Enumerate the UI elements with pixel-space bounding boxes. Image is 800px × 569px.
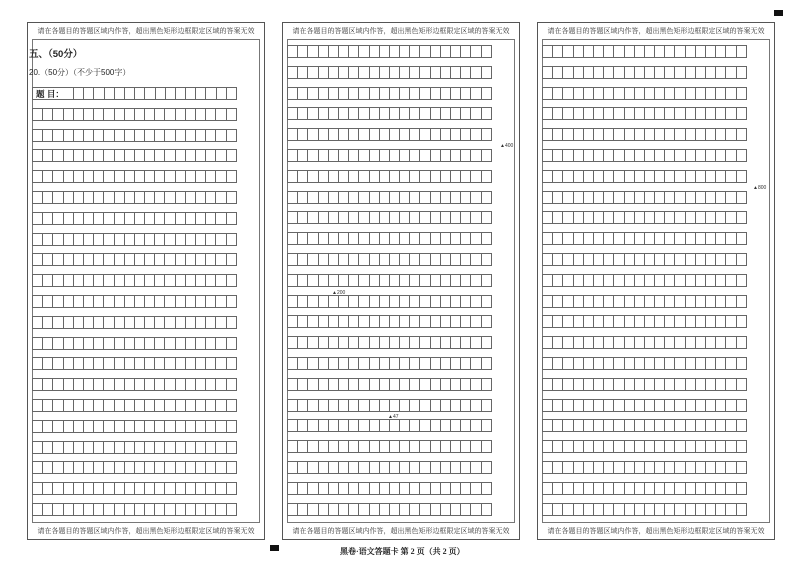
essay-grid-row bbox=[287, 66, 491, 79]
essay-grid-row bbox=[542, 482, 746, 495]
essay-grid-row bbox=[32, 316, 236, 329]
essay-grid-row bbox=[542, 170, 746, 183]
essay-grid-row bbox=[32, 191, 236, 204]
writing-cell[interactable] bbox=[736, 191, 747, 204]
writing-cell[interactable] bbox=[226, 399, 237, 412]
writing-cell[interactable] bbox=[736, 253, 747, 266]
essay-grid-row bbox=[542, 399, 746, 412]
essay-grid-row bbox=[287, 295, 491, 308]
essay-grid-row bbox=[287, 482, 491, 495]
writing-cell[interactable] bbox=[736, 315, 747, 328]
writing-cell[interactable] bbox=[481, 253, 492, 266]
answer-area-notice: 请在各题目的答题区域内作答，超出黑色矩形边框限定区域的答案无效 bbox=[292, 527, 510, 535]
writing-cell[interactable] bbox=[226, 274, 237, 287]
writing-cell[interactable] bbox=[736, 357, 747, 370]
writing-cell[interactable] bbox=[736, 128, 747, 141]
essay-grid-row bbox=[287, 45, 491, 58]
word-count-marker: ▲800 bbox=[753, 185, 767, 191]
essay-grid-row bbox=[542, 149, 746, 162]
writing-cell[interactable] bbox=[481, 191, 492, 204]
writing-cell[interactable] bbox=[481, 315, 492, 328]
writing-cell[interactable] bbox=[226, 316, 237, 329]
title-label: 题 目： bbox=[32, 87, 74, 100]
essay-grid-row bbox=[287, 149, 491, 162]
essay-grid-row bbox=[32, 357, 236, 370]
writing-cell[interactable] bbox=[226, 337, 237, 350]
writing-cell[interactable] bbox=[481, 378, 492, 391]
essay-grid-row bbox=[542, 440, 746, 453]
writing-cell[interactable] bbox=[226, 295, 237, 308]
essay-grid-row bbox=[32, 503, 236, 516]
writing-cell[interactable] bbox=[736, 482, 747, 495]
essay-grid-row bbox=[287, 211, 491, 224]
essay-grid-row bbox=[542, 274, 746, 287]
writing-cell[interactable] bbox=[481, 399, 492, 412]
writing-cell[interactable] bbox=[226, 108, 237, 121]
essay-grid-row bbox=[287, 357, 491, 370]
writing-cell[interactable] bbox=[226, 503, 237, 516]
writing-cell[interactable] bbox=[226, 378, 237, 391]
essay-grid-row bbox=[542, 253, 746, 266]
writing-cell[interactable] bbox=[481, 295, 492, 308]
writing-cell[interactable] bbox=[736, 440, 747, 453]
writing-cell[interactable] bbox=[226, 233, 237, 246]
registration-block-icon bbox=[774, 10, 783, 16]
essay-grid-row bbox=[287, 191, 491, 204]
answer-area-notice: 请在各题目的答题区域内作答，超出黑色矩形边框限定区域的答案无效 bbox=[37, 527, 255, 535]
essay-grid-row bbox=[32, 212, 236, 225]
writing-cell[interactable] bbox=[481, 45, 492, 58]
writing-cell[interactable] bbox=[736, 274, 747, 287]
essay-grid-row bbox=[287, 503, 491, 516]
essay-grid-row bbox=[32, 274, 236, 287]
essay-grid-row bbox=[287, 378, 491, 391]
essay-grid-row bbox=[542, 336, 746, 349]
writing-cell[interactable] bbox=[481, 170, 492, 183]
essay-grid-row bbox=[32, 253, 236, 266]
writing-cell[interactable] bbox=[736, 149, 747, 162]
writing-cell[interactable] bbox=[736, 232, 747, 245]
essay-grid-row bbox=[32, 87, 236, 100]
writing-cell[interactable] bbox=[736, 107, 747, 120]
writing-cell[interactable] bbox=[481, 66, 492, 79]
answer-area-notice: 请在各题目的答题区域内作答，超出黑色矩形边框限定区域的答案无效 bbox=[547, 27, 765, 35]
essay-grid-row bbox=[32, 129, 236, 142]
writing-cell[interactable] bbox=[481, 440, 492, 453]
essay-grid-row bbox=[287, 440, 491, 453]
writing-cell[interactable] bbox=[226, 129, 237, 142]
essay-grid-row bbox=[542, 295, 746, 308]
writing-cell[interactable] bbox=[481, 87, 492, 100]
essay-grid-row bbox=[542, 232, 746, 245]
writing-cell[interactable] bbox=[481, 503, 492, 516]
writing-cell[interactable] bbox=[736, 419, 747, 432]
writing-cell[interactable] bbox=[736, 170, 747, 183]
writing-cell[interactable] bbox=[736, 399, 747, 412]
writing-cell[interactable] bbox=[736, 378, 747, 391]
word-count-marker: ▲400 bbox=[500, 143, 514, 149]
essay-grid-row bbox=[287, 107, 491, 120]
writing-cell[interactable] bbox=[736, 87, 747, 100]
writing-cell[interactable] bbox=[226, 482, 237, 495]
writing-cell[interactable] bbox=[226, 191, 237, 204]
writing-cell[interactable] bbox=[736, 461, 747, 474]
essay-grid-row bbox=[287, 399, 491, 412]
essay-grid-row bbox=[287, 336, 491, 349]
essay-grid-row bbox=[542, 503, 746, 516]
question-prompt: 20.（50分）（不少于500字） bbox=[29, 68, 131, 77]
essay-grid-row bbox=[287, 253, 491, 266]
essay-grid-row bbox=[32, 170, 236, 183]
writing-cell[interactable] bbox=[226, 87, 237, 100]
writing-cell[interactable] bbox=[226, 253, 237, 266]
writing-cell[interactable] bbox=[481, 419, 492, 432]
essay-grid-row bbox=[32, 108, 236, 121]
essay-grid-row bbox=[542, 66, 746, 79]
writing-cell[interactable] bbox=[226, 461, 237, 474]
essay-grid-row bbox=[542, 315, 746, 328]
writing-cell[interactable] bbox=[736, 211, 747, 224]
essay-grid-row bbox=[32, 378, 236, 391]
writing-cell[interactable] bbox=[736, 295, 747, 308]
writing-cell[interactable] bbox=[736, 66, 747, 79]
essay-grid-row bbox=[287, 232, 491, 245]
writing-cell[interactable] bbox=[226, 170, 237, 183]
essay-grid-row bbox=[32, 420, 236, 433]
essay-grid-row bbox=[542, 107, 746, 120]
essay-grid-row bbox=[32, 233, 236, 246]
writing-cell[interactable] bbox=[481, 149, 492, 162]
essay-grid-row bbox=[32, 337, 236, 350]
essay-grid-row bbox=[542, 45, 746, 58]
essay-grid-row bbox=[32, 461, 236, 474]
essay-grid-row bbox=[542, 87, 746, 100]
word-count-marker: ▲200 bbox=[332, 290, 346, 296]
writing-cell[interactable] bbox=[481, 336, 492, 349]
essay-grid-row bbox=[32, 295, 236, 308]
essay-grid-row bbox=[32, 399, 236, 412]
essay-grid-row bbox=[32, 149, 236, 162]
essay-grid-row bbox=[287, 274, 491, 287]
writing-cell[interactable] bbox=[481, 461, 492, 474]
answer-area-notice: 请在各题目的答题区域内作答，超出黑色矩形边框限定区域的答案无效 bbox=[37, 27, 255, 35]
essay-grid-row bbox=[542, 211, 746, 224]
essay-grid-row bbox=[32, 482, 236, 495]
essay-grid-row bbox=[287, 419, 491, 432]
writing-cell[interactable] bbox=[481, 357, 492, 370]
writing-cell[interactable] bbox=[481, 107, 492, 120]
essay-grid-row bbox=[542, 191, 746, 204]
registration-block-icon bbox=[270, 545, 279, 551]
essay-grid-row bbox=[287, 315, 491, 328]
essay-grid-row bbox=[287, 170, 491, 183]
writing-cell[interactable] bbox=[226, 357, 237, 370]
page-footer: 黑卷·语文答题卡 第 2 页（共 2 页） bbox=[340, 547, 465, 556]
writing-cell[interactable] bbox=[226, 420, 237, 433]
writing-cell[interactable] bbox=[736, 503, 747, 516]
writing-cell[interactable] bbox=[226, 149, 237, 162]
word-count-marker: ▲47 bbox=[388, 414, 399, 420]
writing-cell[interactable] bbox=[481, 211, 492, 224]
writing-cell[interactable] bbox=[736, 336, 747, 349]
answer-area-notice: 请在各题目的答题区域内作答，超出黑色矩形边框限定区域的答案无效 bbox=[547, 527, 765, 535]
essay-grid-row bbox=[287, 87, 491, 100]
essay-grid-row bbox=[32, 441, 236, 454]
essay-grid-row bbox=[287, 128, 491, 141]
writing-cell[interactable] bbox=[481, 232, 492, 245]
essay-grid-row bbox=[542, 128, 746, 141]
writing-cell[interactable] bbox=[481, 482, 492, 495]
writing-cell[interactable] bbox=[226, 212, 237, 225]
section-heading: 五、（50分） bbox=[29, 49, 83, 60]
writing-cell[interactable] bbox=[736, 45, 747, 58]
essay-grid-row bbox=[542, 461, 746, 474]
writing-cell[interactable] bbox=[481, 128, 492, 141]
essay-grid-row bbox=[542, 357, 746, 370]
essay-grid-row bbox=[542, 419, 746, 432]
writing-cell[interactable] bbox=[481, 274, 492, 287]
essay-grid-row bbox=[542, 378, 746, 391]
answer-area-notice: 请在各题目的答题区域内作答，超出黑色矩形边框限定区域的答案无效 bbox=[292, 27, 510, 35]
essay-grid-row bbox=[287, 461, 491, 474]
writing-cell[interactable] bbox=[226, 441, 237, 454]
